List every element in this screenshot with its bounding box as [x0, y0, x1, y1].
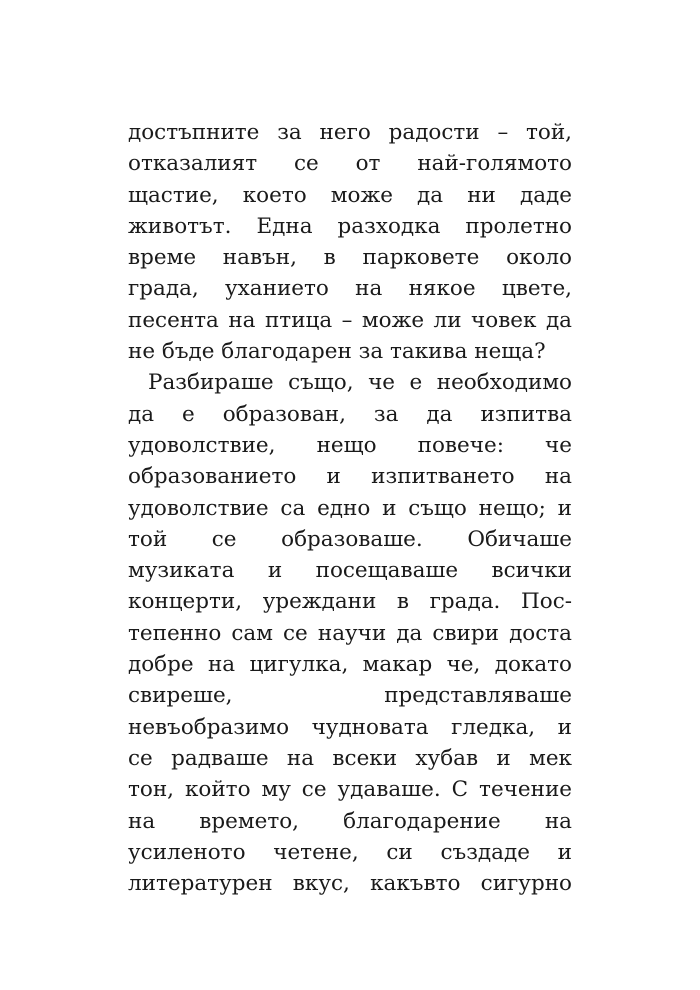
text-line: не бъде благодарен за такива неща?	[128, 339, 546, 365]
text-line: музиката и посещаваше всички	[128, 558, 572, 584]
text-line: удоволствие, нещо повече: че	[128, 432, 572, 458]
text-line: Разбираше също, че е необходимо	[148, 370, 572, 396]
text-line: тон, който му се удаваше. С течение	[128, 777, 572, 803]
text-line: песента на птица – може ли човек да	[128, 307, 572, 333]
paragraph-2	[128, 367, 572, 899]
text-line: невъобразимо чудновата гледка, и	[128, 714, 572, 740]
body-text	[128, 117, 572, 899]
text-line: свиреше, представляваше	[128, 683, 572, 709]
text-line: той се образоваше. Обичаше	[128, 526, 572, 552]
text-line: града, уханието на някое цвете,	[128, 276, 572, 302]
text-line: добре на цигулка, макар че, докато	[128, 652, 572, 678]
text-line: животът. Една разходка пролетно	[128, 213, 572, 239]
text-line: време навън, в парковете около	[128, 245, 572, 271]
text-line: достъпните за него радости – той,	[128, 120, 572, 145]
text-line: удоволствие са едно и също нещо; и	[128, 495, 572, 521]
text-line: концерти, уреждани в града. Пос-	[128, 589, 572, 615]
paragraph-1	[128, 117, 572, 367]
text-line: да е образован, за да изпитва	[128, 401, 572, 427]
text-line: тепенно сам се научи да свири доста	[128, 620, 572, 646]
text-line: на времето, благодарение на	[128, 808, 572, 834]
text-line: усиленото четене, си създаде и	[128, 839, 572, 865]
text-line: щастие, което може да ни даде	[128, 182, 572, 208]
text-line: образованието и изпитването на	[128, 464, 572, 490]
text-line: отказалият се от най-голямото	[128, 151, 572, 177]
text-line: се радваше на всеки хубав и мек	[128, 745, 572, 771]
text-line: литературен вкус, какъвто сигурно	[128, 871, 572, 897]
